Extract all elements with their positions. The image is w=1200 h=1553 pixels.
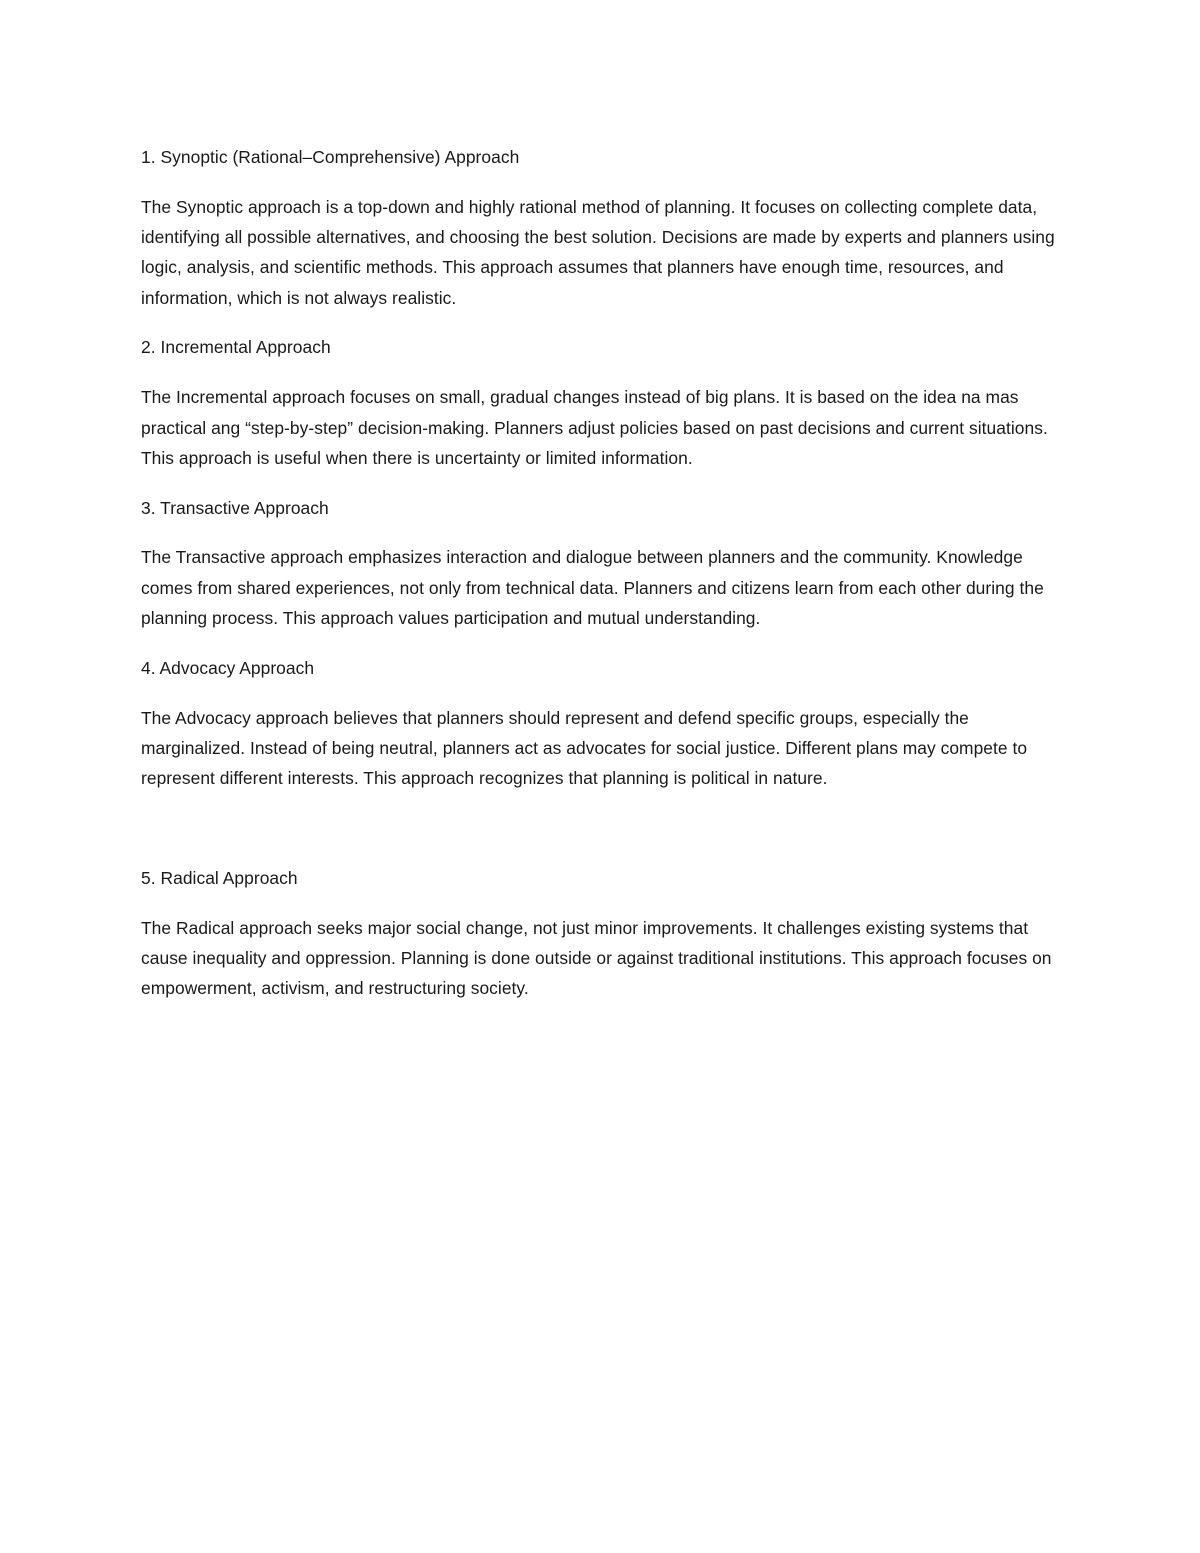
section-heading-incremental: 2. Incremental Approach bbox=[141, 337, 331, 358]
section-heading-radical: 5. Radical Approach bbox=[141, 868, 298, 889]
section-heading-advocacy: 4. Advocacy Approach bbox=[141, 657, 315, 678]
blank-line bbox=[141, 813, 1061, 863]
section-body-synoptic: The Synoptic approach is a top-down and highly rational method of planning. It focuses on collecting complete data, identifying all possible alternatives, and choosing the best solution. Decisions are made by experts and planners using logic, analysis, and scientific methods. This approach assumes that planners have enough time, resources, and information, which is not always realistic. bbox=[141, 196, 1055, 308]
section-heading-synoptic: 1. Synoptic (Rational–Comprehensive) Approach bbox=[141, 147, 520, 167]
section-body-radical: The Radical approach seeks major social change, not just minor improvements. It challenges existing systems that cause inequality and oppression. Planning is done outside or against traditional institutions. This approach focuses on empowerment, activism, and restructuring society. bbox=[141, 917, 1052, 999]
section-body-advocacy: The Advocacy approach believes that planners should represent and defend specific groups, especially the marginalized. Instead of being neutral, planners act as advocates for social justice. Different plans may compete to represent different interests. This approach recognizes that planning is political in nature. bbox=[141, 707, 1028, 789]
section-body-incremental: The Incremental approach focuses on small, gradual changes instead of big plans. It is based on the idea na mas practical ang “step-by-step” decision-making. Planners adjust policies based on past decisions and current situations. This approach is useful when there is uncertainty or limited information. bbox=[141, 387, 1048, 468]
section-body-transactive: The Transactive approach emphasizes interaction and dialogue between planners and the community. Knowledge comes from shared experiences, not only from technical data. Planners and citizens learn from each other during the planning process. This approach values participation and mutual understanding. bbox=[141, 547, 1044, 629]
section-heading-transactive: 3. Transactive Approach bbox=[141, 497, 329, 518]
document-body bbox=[141, 142, 1061, 1023]
